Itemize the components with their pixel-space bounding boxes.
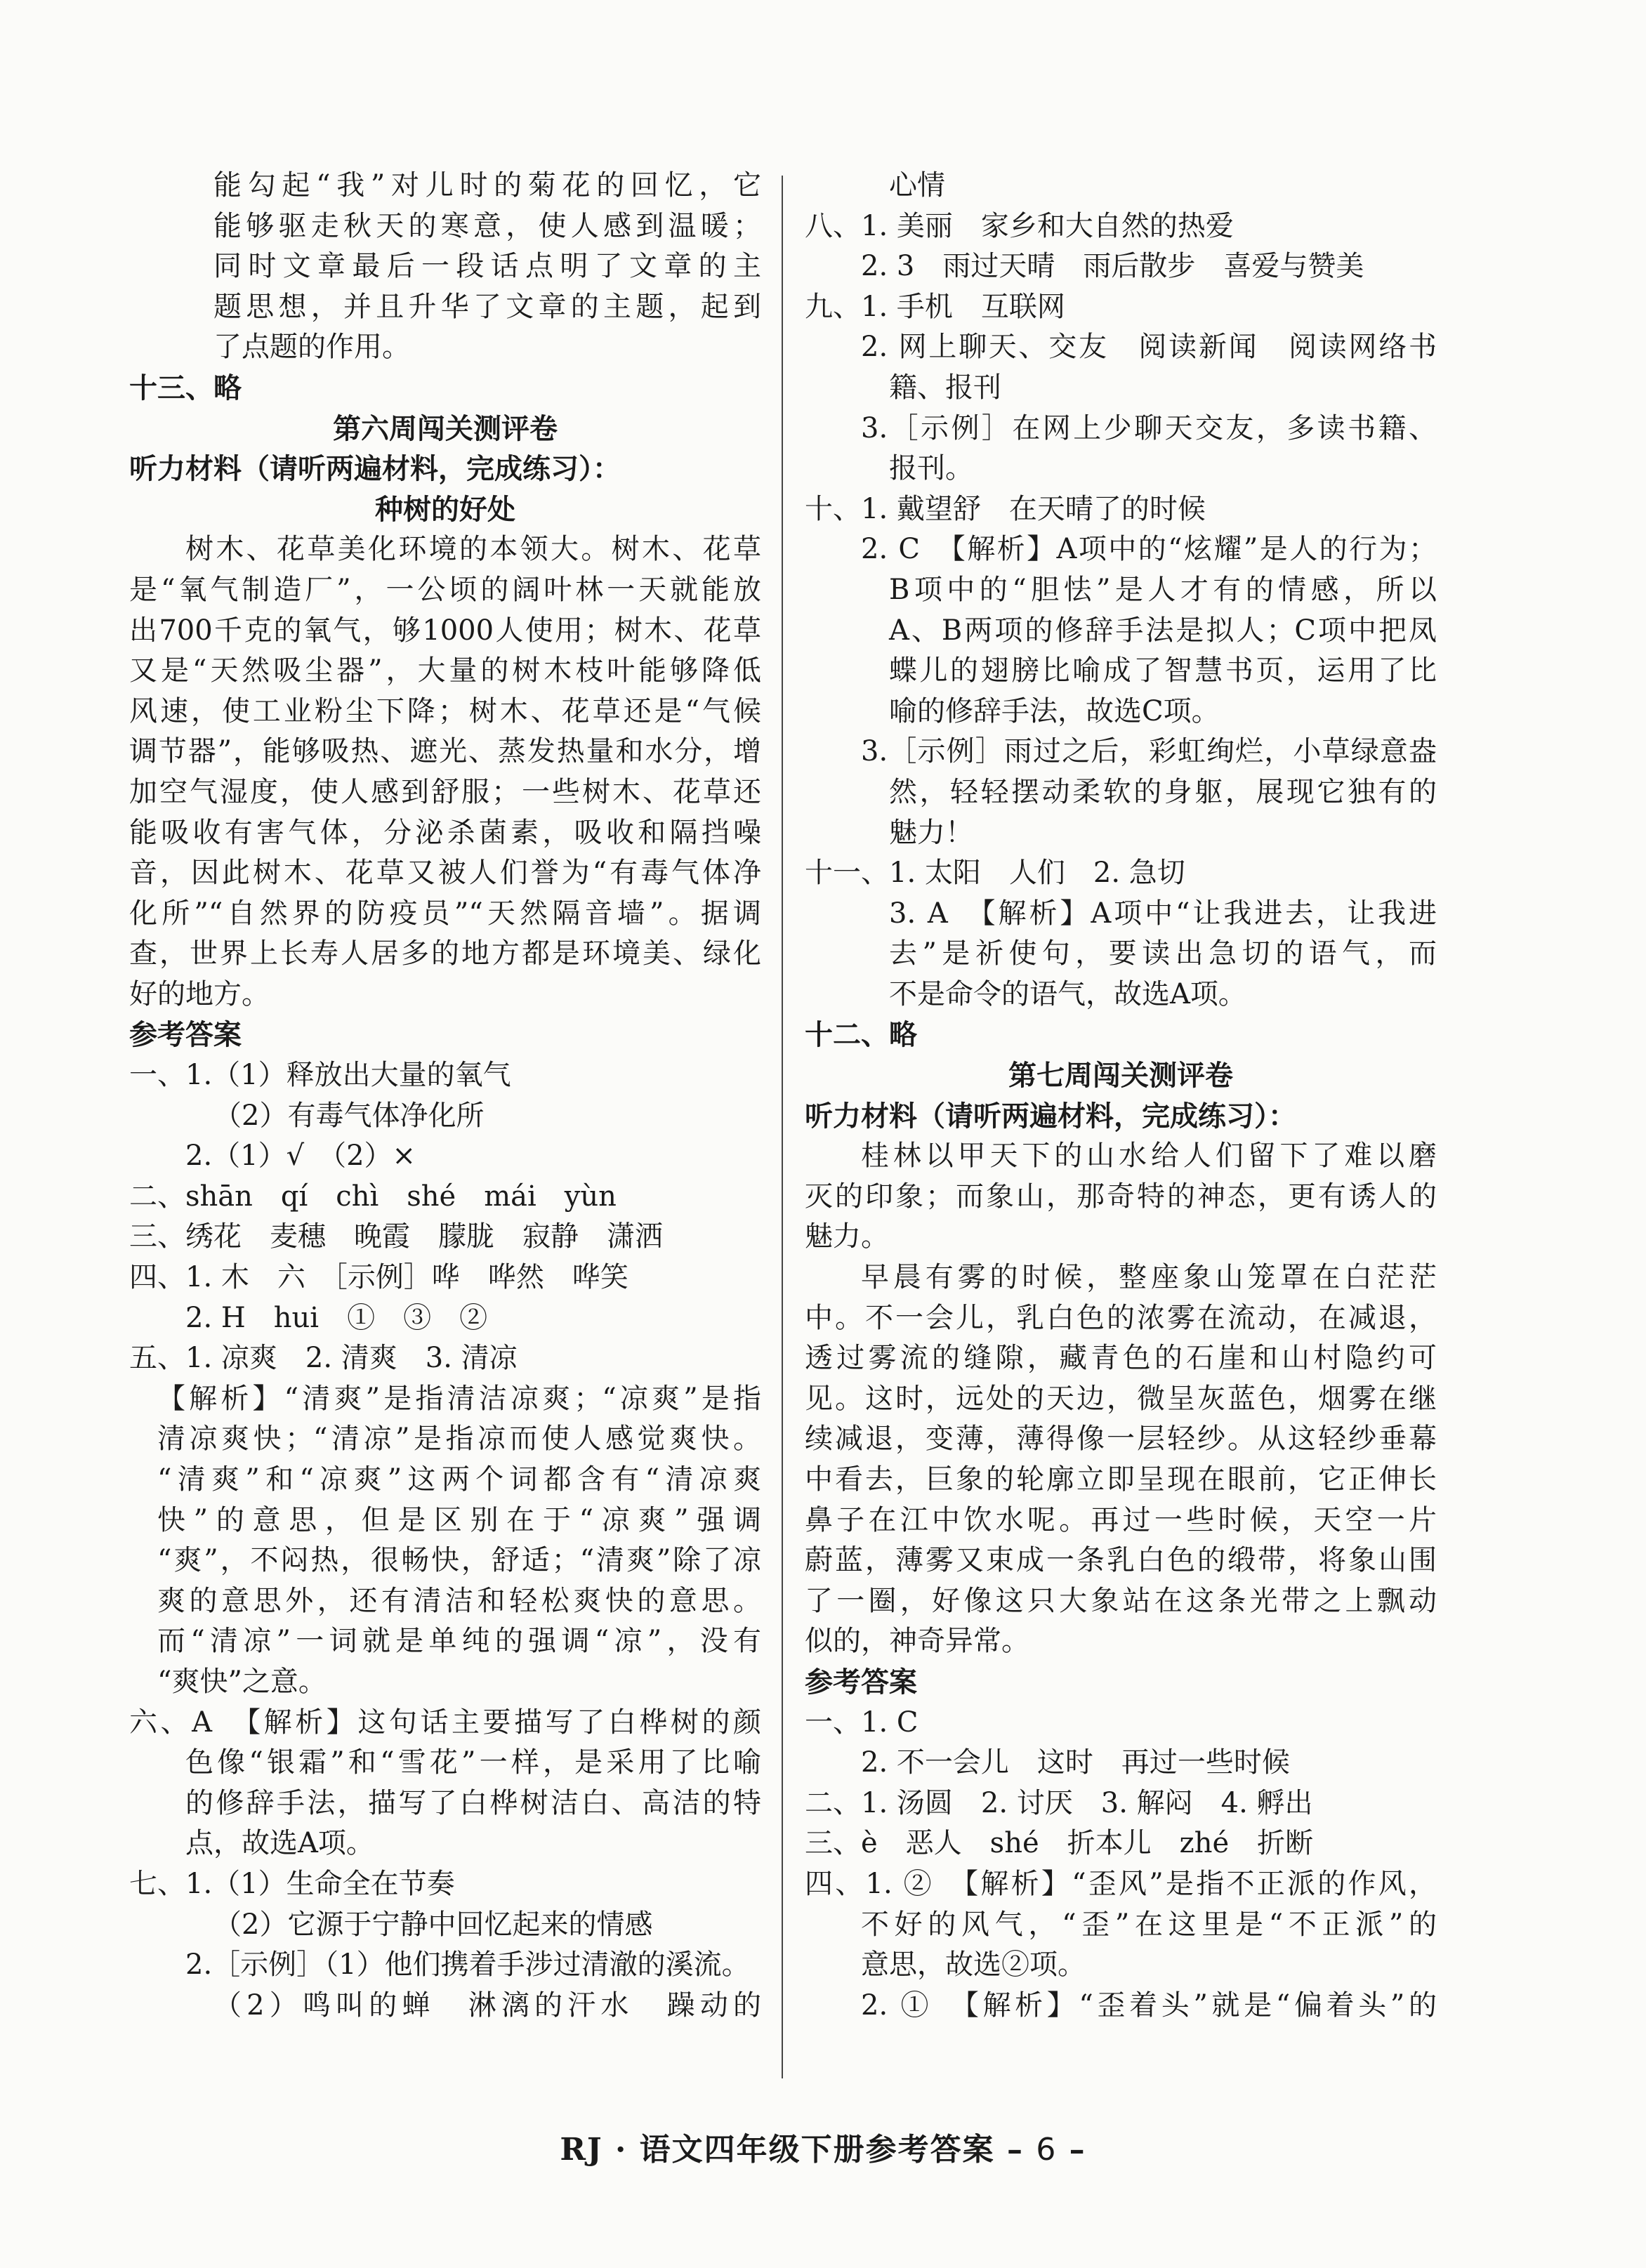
text-line: 【解析】“清爽”是指清洁凉爽；“凉爽”是指 [157, 1382, 761, 1415]
text-line: 不好的风气，“歪”在这里是“不正派”的 [861, 1908, 1437, 1941]
text-line: 色像“银霜”和“雪花”一样，是采用了比喻 [185, 1746, 761, 1779]
text-line: 喻的修辞手法，故选C项。 [889, 694, 1220, 727]
text-line: 续减退，变薄，薄得像一层轻纱。从这轻纱垂幕 [805, 1423, 1437, 1456]
text-line: 蝶儿的翅膀比喻成了智慧书页，运用了比 [889, 654, 1437, 687]
text-line: 八、1. 美丽 家乡和大自然的热爱 [805, 209, 1234, 242]
text-line: 参考答案 [805, 1665, 917, 1699]
text-line: 2. ① 【解析】“歪着头”就是“偏着头”的 [861, 1989, 1437, 2022]
text-line: 见。这时，远处的天边，微呈灰蓝色，烟雾在继 [805, 1382, 1437, 1415]
text-line: 去”是祈使句，要读出急切的语气，而 [889, 937, 1437, 970]
text-line: 能够驱走秋天的寒意，使人感到温暖； [213, 209, 761, 242]
text-line: “爽”，不闷热，很畅快，舒适；“清爽”除了凉 [157, 1544, 761, 1577]
text-line: 的修辞手法，描写了白桦树洁白、高洁的特 [185, 1786, 761, 1819]
text-line: 不是命令的语气，故选A项。 [889, 977, 1246, 1010]
text-line: 九、1. 手机 互联网 [805, 290, 1065, 323]
text-line: 种树的好处 [375, 492, 515, 526]
footer-label: RJ · 语文四年级下册参考答案 – [560, 2132, 1024, 2168]
text-line: 树木、花草美化环境的本领大。树木、花草 [185, 533, 761, 566]
text-line: 魅力。 [805, 1220, 889, 1253]
text-line: 参考答案 [129, 1018, 242, 1052]
text-line: 2. 网上聊天、交友 阅读新闻 阅读网络书 [861, 331, 1437, 364]
text-line: 二、shān qí chì shé mái yùn [129, 1180, 617, 1213]
column-divider [782, 176, 783, 2078]
text-line: 清凉爽快；“清凉”是指凉而使人感觉爽快。 [157, 1423, 761, 1456]
text-line: 能勾起“我”对儿时的菊花的回忆，它 [213, 169, 761, 202]
text-line: 中看去，巨象的轮廓立即呈现在眼前，它正伸长 [805, 1463, 1437, 1496]
text-line: 意思，故选②项。 [861, 1949, 1086, 1982]
text-line: “爽快”之意。 [157, 1665, 327, 1698]
text-line: 3. A 【解析】A项中“让我进去，让我进 [889, 897, 1437, 930]
text-line: 三、è 恶人 shé 折本儿 zhé 折断 [805, 1827, 1314, 1860]
text-line: 2.［示例］（1）他们携着手涉过清澈的溪流。 [185, 1949, 750, 1982]
text-line: 加空气湿度，使人感到舒服；一些树木、花草还 [129, 775, 761, 808]
right-column [805, 166, 1437, 2026]
text-line: 桂林以甲天下的山水给人们留下了难以磨 [861, 1140, 1437, 1173]
text-line: 点，故选A项。 [185, 1827, 374, 1860]
text-line: 十、1. 戴望舒 在天晴了的时候 [805, 492, 1206, 525]
text-line: 五、1. 凉爽 2. 清爽 3. 清凉 [129, 1342, 518, 1375]
text-line: 快”的意思，但是区别在于“凉爽”强调 [157, 1503, 761, 1536]
text-line: （2）它源于宁静中回忆起来的情感 [213, 1908, 653, 1941]
text-line: 灭的印象；而象山，那奇特的神态，更有诱人的 [805, 1180, 1437, 1213]
text-line: 十三、略 [129, 371, 242, 404]
text-line: 十二、略 [805, 1018, 917, 1052]
text-line: 蔚蓝，薄雾又束成一条乳白色的缎带，将象山围 [805, 1544, 1437, 1577]
text-line: 了点题的作用。 [213, 331, 410, 364]
text-line: 能吸收有害气体，分泌杀菌素，吸收和隔挡噪 [129, 816, 761, 849]
text-line: 出700千克的氧气，够1000人使用；树木、花草 [129, 614, 761, 647]
text-line: 题思想，并且升华了文章的主题，起到 [213, 290, 761, 323]
text-line: 二、1. 汤圆 2. 讨厌 3. 解闷 4. 孵出 [805, 1786, 1313, 1819]
text-line: 十一、1. 太阳 人们 2. 急切 [805, 857, 1185, 890]
footer-dash: – [1069, 2132, 1086, 2168]
text-line: 六、A 【解析】这句话主要描写了白桦树的颜 [129, 1706, 761, 1739]
text-line: 3.［示例］在网上少聊天交友，多读书籍、 [861, 411, 1437, 444]
text-line: 2.（1）√ （2）× [185, 1140, 416, 1173]
text-line: 3.［示例］雨过之后，彩虹绚烂，小草绿意盎 [861, 735, 1437, 768]
text-line: 一、1.（1）释放出大量的氧气 [129, 1059, 511, 1092]
text-line: 中。不一会儿，乳白色的浓雾在流动，在减退， [805, 1301, 1437, 1334]
text-line: 查，世界上长寿人居多的地方都是环境美、绿化 [129, 937, 761, 970]
text-line: 又是“天然吸尘器”，大量的树木枝叶能够降低 [129, 654, 761, 687]
text-line: 四、1. ② 【解析】“歪风”是指不正派的作风， [805, 1867, 1437, 1900]
text-line: （2）鸣叫的蝉 淋漓的汗水 躁动的 [213, 1989, 761, 2022]
text-line: 听力材料（请听两遍材料，完成练习）： [805, 1099, 1296, 1133]
text-line: 爽的意思外，还有清洁和轻松爽快的意思。 [157, 1584, 761, 1617]
text-line: 四、1. 木 六 ［示例］哗 哗然 哗笑 [129, 1261, 628, 1294]
text-line: 2. H hui ① ③ ② [185, 1301, 488, 1334]
text-line: 一、1. C [805, 1706, 919, 1739]
text-line: 第六周闯关测评卷 [333, 411, 558, 445]
text-line: 早晨有雾的时候，整座象山笼罩在白茫茫 [861, 1261, 1437, 1294]
text-line: 是“氧气制造厂”，一公顷的阔叶林一天就能放 [129, 573, 761, 606]
text-line: “清爽”和“凉爽”这两个词都含有“清凉爽 [157, 1463, 761, 1496]
text-line: 透过雾流的缝隙，藏青色的石崖和山村隐约可 [805, 1342, 1437, 1375]
text-line: 2. 3 雨过天晴 雨后散步 喜爱与赞美 [861, 250, 1364, 283]
text-line: 第七周闯关测评卷 [1008, 1059, 1233, 1093]
text-line: 三、绣花 麦穗 晚霞 朦胧 寂静 潇洒 [129, 1220, 663, 1253]
text-line: 籍、报刊 [889, 371, 1001, 404]
page-footer [0, 2124, 1646, 2169]
text-line: 好的地方。 [129, 977, 270, 1010]
text-line: 调节器”，能够吸热、遮光、蒸发热量和水分，增 [129, 735, 761, 768]
text-line: B项中的“胆怯”是人才有的情感，所以 [889, 573, 1437, 606]
text-line: 然，轻轻摆动柔软的身躯，展现它独有的 [889, 775, 1437, 808]
text-line: 魅力！ [889, 816, 973, 849]
left-column [129, 166, 761, 2026]
text-line: 音，因此树木、花草又被人们誉为“有毒气体净 [129, 857, 761, 890]
text-line: 2. 不一会儿 这时 再过一些时候 [861, 1746, 1290, 1779]
text-line: 心情 [889, 169, 945, 202]
text-line: 报刊。 [889, 452, 973, 485]
text-line: 风速，使工业粉尘下降；树木、花草还是“气候 [129, 694, 761, 727]
text-line: （2）有毒气体净化所 [213, 1099, 485, 1132]
text-line: 了一圈，好像这只大象站在这条光带之上飘动 [805, 1584, 1437, 1617]
page-number: 6 [1036, 2132, 1058, 2168]
text-line: 2. C 【解析】A项中的“炫耀”是人的行为； [861, 533, 1437, 566]
text-line: 七、1.（1）生命全在节奏 [129, 1867, 455, 1900]
text-line: 化所”“自然界的防疫员”“天然隔音墙”。据调 [129, 897, 761, 930]
text-line: 而“清凉”一词就是单纯的强调“凉”，没有 [157, 1625, 761, 1658]
text-line: 同时文章最后一段话点明了文章的主 [213, 250, 761, 283]
text-line: 听力材料（请听两遍材料，完成练习）： [129, 452, 621, 486]
text-line: A、B两项的修辞手法是拟人；C项中把凤 [889, 614, 1437, 647]
text-line: 鼻子在江中饮水呢。再过一些时候，天空一片 [805, 1503, 1437, 1536]
text-line: 似的，神奇异常。 [805, 1625, 1029, 1658]
